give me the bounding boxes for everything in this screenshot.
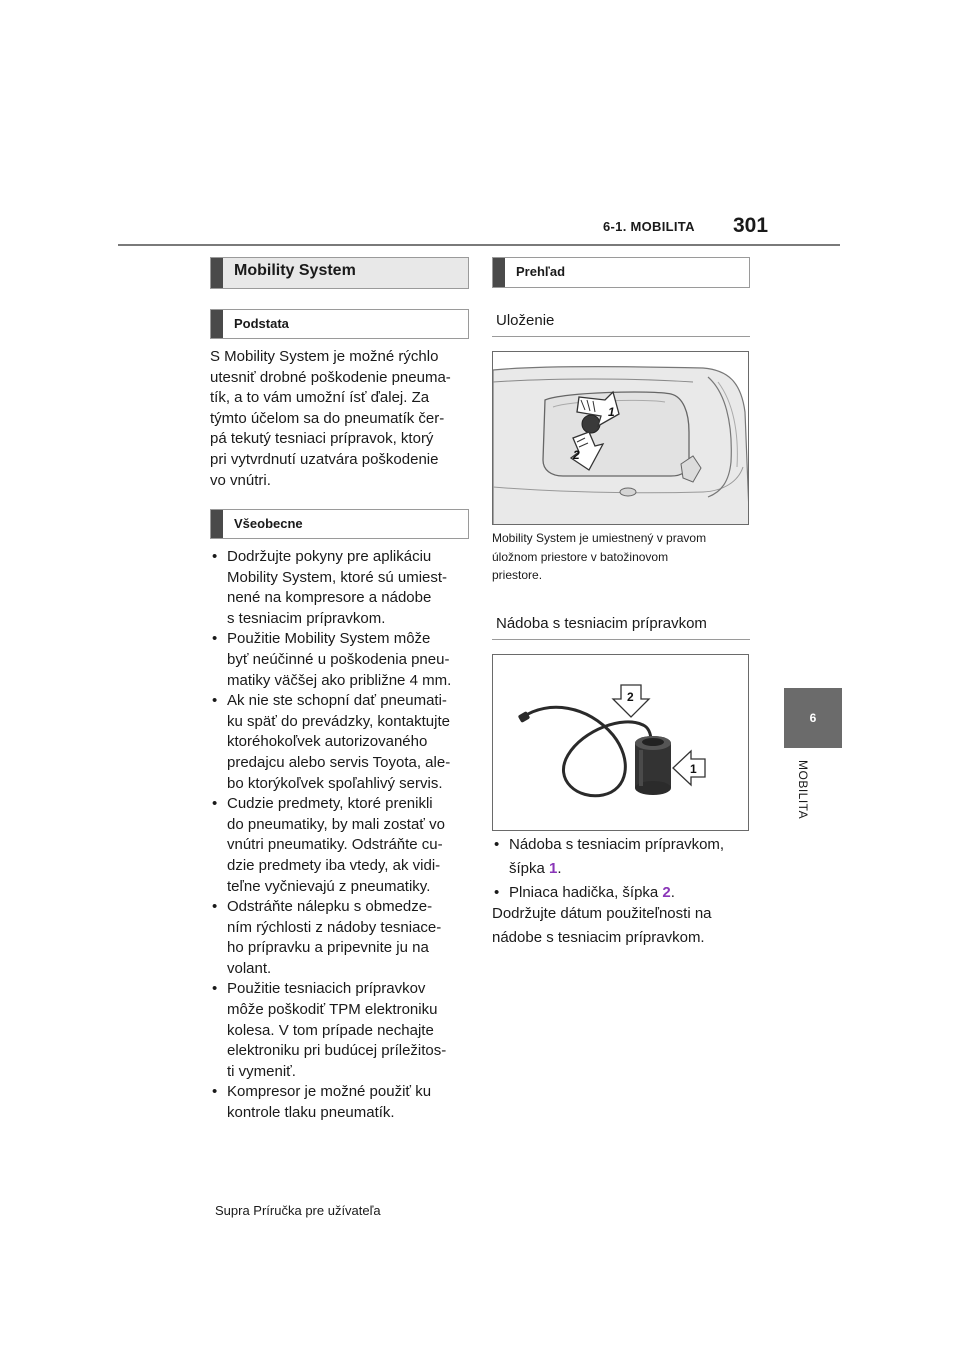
text-line: kolesa. V tom prípade nechajte	[227, 1021, 434, 1039]
text-fragment: .	[557, 860, 562, 877]
text-line: ho prípravku a pripevnite ju na	[227, 939, 429, 957]
text-line: • Ak nie ste schopní dať pneumati-	[227, 692, 447, 710]
caption-line: priestore.	[492, 568, 543, 582]
text-line: pri vytvrdnutí uzatvára poškodenie	[210, 450, 439, 468]
text-line: pá tekutý tesniaci prípravok, ktorý	[210, 430, 434, 448]
text-line: týmto účelom sa do pneumatík čer-	[210, 409, 445, 427]
header-rule	[118, 244, 840, 246]
reference-number: 2	[662, 884, 671, 901]
list-item	[210, 691, 472, 794]
text-line: ktoréhokoľvek autorizovaného	[227, 733, 428, 751]
text-line: • Použitie Mobility System môže	[227, 630, 431, 648]
heading-mobility-system	[210, 257, 469, 289]
chapter-side-label: MOBILITA	[796, 760, 810, 820]
figure-marker: 1	[690, 762, 697, 776]
text-fragment: šípka	[509, 860, 550, 877]
figure-sealant-bottle	[492, 654, 749, 831]
text-line: • Kompresor je možné použiť ku	[227, 1083, 432, 1101]
chapter-tab[interactable]	[784, 688, 842, 748]
figure-marker: 2	[573, 448, 580, 462]
text-line: nené na kompresore a nádobe	[227, 589, 432, 607]
text-line: S Mobility System je možné rýchlo	[210, 348, 439, 365]
text-line: s tesniacim prípravkom.	[227, 609, 386, 627]
figure-caption	[492, 529, 754, 585]
text-line: kontrole tlaku pneumatík.	[227, 1104, 395, 1122]
heading-text: Všeobecne	[234, 516, 303, 531]
list-item	[210, 629, 472, 691]
heading-prehlad	[492, 257, 750, 288]
figure-marker: 2	[627, 690, 634, 704]
heading-text: Mobility System	[234, 262, 356, 279]
reference-number: 1	[549, 860, 558, 877]
list-item	[210, 897, 472, 979]
text-line: Dodržujte dátum použiteľnosti na	[492, 905, 712, 922]
vseobecne-list	[210, 547, 472, 1124]
heading-bar	[493, 258, 505, 287]
caption-line: Mobility System je umiestnený v pravom	[492, 531, 707, 545]
text-line: môže poškodiť TPM elektroniku	[227, 1001, 438, 1019]
nadoba-list	[492, 833, 754, 905]
heading-podstata	[210, 309, 469, 339]
heading-bar	[211, 510, 223, 538]
text-line: elektroniku pri budúcej príležitos-	[227, 1042, 447, 1060]
text-line: ním rýchlosti z nádoby tesniace-	[227, 918, 442, 936]
text-line: predajcu alebo servis Toyota, ale-	[227, 753, 451, 771]
text-line: nádobe s tesniacim prípravkom.	[492, 929, 705, 946]
text-line: ku späť do prevádzky, kontaktujte	[227, 712, 450, 730]
podstata-paragraph	[210, 347, 470, 491]
text-line: bo ktorýkoľvek spoľahlivý servis.	[227, 774, 443, 792]
list-item	[492, 833, 754, 881]
text-line: ti vymeniť.	[227, 1062, 296, 1080]
chapter-number: 6	[809, 711, 817, 725]
text-line: byť neúčinné u poškodenia pneu-	[227, 650, 450, 668]
text-line: • Nádoba s tesniacim prípravkom,	[509, 836, 725, 853]
heading-text: Prehľad	[516, 264, 566, 279]
heading-bar	[211, 310, 223, 338]
list-item	[210, 547, 472, 629]
text-line	[509, 857, 754, 881]
text-line: vnútri pneumatiky. Odstráňte cu-	[227, 836, 443, 854]
text-line: • Odstráňte nálepku s obmedze-	[227, 898, 433, 916]
footer-text: Supra Príručka pre užívateľa	[215, 1203, 381, 1218]
text-line: • Dodržujte pokyny pre aplikáciu	[227, 548, 432, 565]
figure-marker: 1	[608, 405, 615, 419]
trunk-illustration	[493, 352, 749, 525]
text-line: • Použitie tesniacich prípravkov	[227, 980, 426, 998]
text-line: vo vnútri.	[210, 471, 271, 489]
subsection-rule	[492, 336, 750, 337]
heading-bar	[211, 258, 223, 288]
text-line: do pneumatiky, by mali zostať vo	[227, 815, 445, 833]
text-line: tík, a to vám umožní ísť ďalej. Za	[210, 389, 430, 407]
text-line: matiky väčšej ako približne 4 mm.	[227, 671, 452, 689]
section-label: 6-1. MOBILITA	[603, 219, 695, 234]
list-item	[210, 979, 472, 1082]
subsection-title-ulozenie: Uloženie	[496, 312, 555, 329]
subsection-title-nadoba: Nádoba s tesniacim prípravkom	[496, 615, 707, 632]
figure-trunk-storage	[492, 351, 749, 525]
text-line: volant.	[227, 959, 272, 977]
text-line: • Cudzie predmety, ktoré prenikli	[227, 795, 433, 813]
text-line: Mobility System, ktoré sú umiest-	[227, 568, 448, 586]
list-item	[210, 794, 472, 897]
text-fragment: .	[670, 884, 675, 901]
page-number: 301	[733, 214, 769, 237]
note-paragraph	[492, 902, 754, 950]
subsection-rule	[492, 639, 750, 640]
text-fragment: Plniaca hadička, šípka	[509, 884, 663, 901]
text-line: dzie predmety iba vtedy, ak vidi-	[227, 856, 441, 874]
heading-text: Podstata	[234, 316, 289, 331]
text-line: teľne vyčnievajú z pneumatiky.	[227, 877, 431, 895]
heading-vseobecne	[210, 509, 469, 539]
list-item	[210, 1082, 472, 1123]
text-line: utesniť drobné poškodenie pneuma-	[210, 368, 451, 386]
caption-line: úložnom priestore v batožinovom	[492, 549, 669, 564]
sealant-illustration	[493, 655, 749, 831]
